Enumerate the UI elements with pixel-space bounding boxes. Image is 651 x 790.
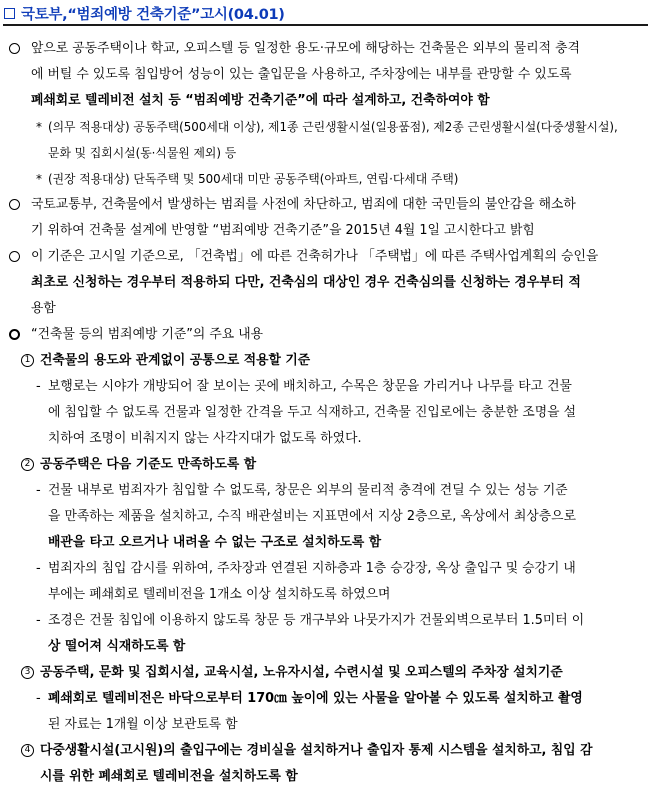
note-2 [0,166,651,192]
circled-number-icon: 1 [21,354,34,367]
dash-bullet-icon: - [36,561,41,576]
circled-number-icon: 4 [21,744,34,757]
subsection-heading: 공동주택은 다음 기준도 만족하도록 함 [40,457,257,472]
document-body [0,36,651,790]
asterisk-icon: * [36,172,42,186]
dash-bullet-icon: - [36,483,41,498]
paragraph-4 [0,322,651,348]
title-bar [3,2,648,26]
section-1-item-1 [0,374,651,452]
item-line: 부에는 폐쇄회로 텔레비전을 1개소 이상 설치하도록 하였으며 [48,587,391,602]
dash-bullet-icon: - [36,613,41,628]
section-1 [0,348,651,374]
circled-number-icon: 2 [21,458,34,471]
item-line: 에 침입할 수 없도록 건물과 일정한 간격을 두고 식재하고, 건축물 진입로에는 충분한 조명을 설 [48,405,576,420]
circle-bullet-icon [9,199,20,210]
text-line: 이 기준은 고시일 기준으로, 「건축법」에 따른 건축허가나 「주택법」에 따른 주택사업계획의 승인을 [31,249,599,264]
item-line: 을 만족하는 제품을 설치하고, 수직 배관설비는 지표면에서 지상 2층으로, 옥상에서 최상층으로 [48,509,576,524]
bold-circle-bullet-icon [9,329,20,340]
circled-number-icon: 3 [21,666,34,679]
item-line: 된 자료는 1개월 이상 보관토록 함 [48,717,238,732]
text-line: 에 버틸 수 있도록 침입방어 성능이 있는 출입문을 사용하고, 주차장에는 내부를 관망할 수 있도록 [31,67,572,82]
paragraph-2 [0,192,651,244]
section-4 [0,738,651,790]
item-line: 건물 내부로 범죄자가 침입할 수 없도록, 창문은 외부의 물리적 충격에 견딜 수 있는 성능 기준 [48,483,568,498]
note-line: (의무 적용대상) 공동주택(500세대 이상), 제1종 근린생활시설(일용품점), 제2종 근린생활시설(다중생활시설), [48,120,618,134]
item-line: 치하여 조명이 비춰지지 않는 사각지대가 없도록 하였다. [48,431,362,446]
text-line: 시를 위한 폐쇄회로 텔레비전을 설치하도록 함 [40,769,298,784]
item-line: 배관을 타고 오르거나 내려올 수 없는 구조로 설치하도록 함 [48,535,382,550]
paragraph-3 [0,244,651,322]
note-1 [0,114,651,166]
section-3-item-1 [0,686,651,738]
section-2-item-1 [0,478,651,556]
asterisk-icon: * [36,120,42,134]
item-line: 보행로는 시야가 개방되어 잘 보이는 곳에 배치하고, 수목은 창문을 가리거나 나무를 타고 건물 [48,379,572,394]
section-heading: “건축물 등의 범죄예방 기준”의 주요 내용 [31,327,264,342]
note-line: (권장 적용대상) 단독주택 및 500세대 미만 공동주택(아파트, 연립·다세대 주택) [48,172,459,186]
text-line: 폐쇄회로 텔레비전 설치 등 “범죄예방 건축기준”에 따라 설계하고, 건축하여야 함 [31,93,490,108]
section-3 [0,660,651,686]
text-line: 다중생활시설(고시원)의 출입구에는 경비실을 설치하거나 출입자 통제 시스템을 설치하고, 침입 감 [40,743,593,758]
section-2-item-2 [0,556,651,608]
item-line: 폐쇄회로 텔레비전은 바닥으로부터 170㎝ 높이에 있는 사물을 알아볼 수 있도록 설치하고 촬영 [48,691,583,706]
paragraph-1 [0,36,651,114]
text-line: 앞으로 공동주택이나 학교, 오피스텔 등 일정한 용도·규모에 해당하는 건축물은 외부의 물리적 충격 [31,41,580,56]
subsection-heading: 건축물의 용도와 관계없이 공통으로 적용할 기준 [40,353,311,368]
dash-bullet-icon: - [36,691,41,706]
section-2-item-3 [0,608,651,660]
dash-bullet-icon: - [36,379,41,394]
item-line: 범죄자의 침입 감시를 위하여, 주차장과 연결된 지하층과 1층 승강장, 옥상 출입구 및 승강기 내 [48,561,576,576]
item-line: 상 떨어져 식재하도록 함 [48,639,186,654]
section-2 [0,452,651,478]
text-line: 최초로 신청하는 경우부터 적용하되 다만, 건축심의 대상인 경우 건축심의를 신청하는 경우부터 적 [31,275,581,290]
document-title: 국토부,“범죄예방 건축기준”고시(04.01) [21,6,285,23]
item-line: 조경은 건물 침입에 이용하지 않도록 창문 등 개구부와 나뭇가지가 건물외벽으로부터 1.5미터 이 [48,613,585,628]
text-line: 국토교통부, 건축물에서 발생하는 범죄를 사전에 차단하고, 범죄에 대한 국민들의 불안감을 해소하 [31,197,576,212]
note-line: 문화 및 집회시설(동·식물원 제외) 등 [48,146,237,160]
circle-bullet-icon [9,43,20,54]
text-line: 기 위하여 건축물 설계에 반영할 “범죄예방 건축기준”을 2015년 4월 1일 고시한다고 밝힘 [31,223,535,238]
text-line: 용함 [31,301,56,316]
subsection-heading: 공동주택, 문화 및 집회시설, 교육시설, 노유자시설, 수련시설 및 오피스텔의 주차장 설치기준 [40,665,563,680]
checkbox-square-icon [4,8,15,19]
circle-bullet-icon [9,251,20,262]
